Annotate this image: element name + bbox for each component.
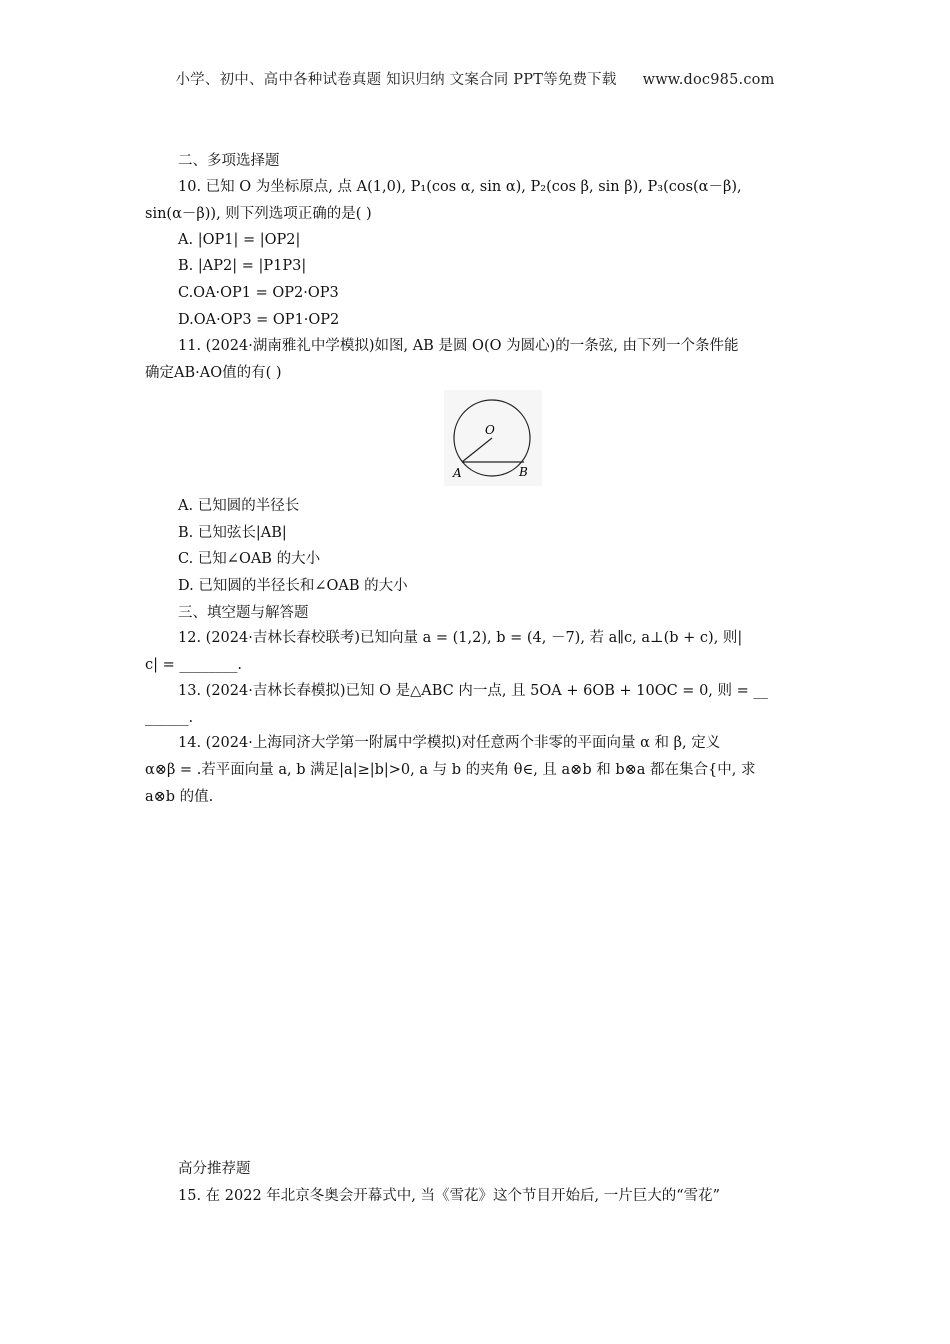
- q11-stem-line2: 确定AB·AO值的有( ): [145, 365, 282, 381]
- page-header: [0, 68, 950, 89]
- q10-option-c: C.OA·OP1 = OP2·OP3: [178, 285, 339, 301]
- header-url: www.doc985.com: [642, 72, 775, 88]
- recommend-section-title: 高分推荐题: [178, 1161, 251, 1177]
- label-o: O: [485, 423, 495, 437]
- header-title: 小学、初中、高中各种试卷真题 知识归纳 文案合同 PPT等免费下载: [175, 72, 617, 88]
- q10-stem-line1: 10. 已知 O 为坐标原点, 点 A(1,0), P₁(cos α, sin α), P₂(cos β, sin β), P₃(cos(α－β),: [178, 179, 742, 195]
- q10-option-a: A. |OP1| = |OP2|: [178, 232, 301, 248]
- circle-figure: [444, 390, 542, 486]
- q10-option-d: D.OA·OP3 = OP1·OP2: [178, 312, 340, 328]
- q14-stem-line3: a⊗b 的值.: [145, 789, 214, 805]
- q15-stem-line1: 15. 在 2022 年北京冬奥会开幕式中, 当《雪花》这个节目开始后, 一片巨大的“雪花”: [178, 1188, 721, 1204]
- q11-option-c: C. 已知∠OAB 的大小: [178, 551, 321, 567]
- q14-stem-line1: 14. (2024·上海同济大学第一附属中学模拟)对任意两个非零的平面向量 α 和 β, 定义: [178, 735, 721, 751]
- label-b: B: [519, 465, 528, 479]
- q13-stem-line2: ______.: [145, 710, 194, 726]
- q11-option-b: B. 已知弦长|AB|: [178, 525, 287, 541]
- label-a: A: [453, 466, 462, 480]
- q10-stem-line2: sin(α－β)), 则下列选项正确的是( ): [145, 206, 372, 222]
- q11-stem-line1: 11. (2024·湖南雅礼中学模拟)如图, AB 是圆 O(O 为圆心)的一条弦, 由下列一个条件能: [178, 338, 739, 354]
- q10-option-b: B. |AP2| = |P1P3|: [178, 258, 307, 274]
- circle-diagram: [444, 390, 542, 486]
- radius-ao: [462, 438, 492, 462]
- multi-choice-section-title: 二、多项选择题: [178, 153, 280, 169]
- q11-option-d: D. 已知圆的半径长和∠OAB 的大小: [178, 578, 408, 594]
- q14-stem-line2: α⊗β = .若平面向量 a, b 满足|a|≥|b|>0, a 与 b 的夹角 θ∈, 且 a⊗b 和 b⊗a 都在集合{中, 求: [145, 762, 756, 778]
- q12-stem-line2: c| = ________.: [145, 657, 242, 673]
- q12-stem-line1: 12. (2024·吉林长春校联考)已知向量 a = (1,2), b = (4, －7), 若 a∥c, a⊥(b + c), 则|: [178, 630, 743, 646]
- q13-stem-line1: 13. (2024·吉林长春模拟)已知 O 是△ABC 内一点, 且 5OA + 6OB + 10OC = 0, 则 = __: [178, 683, 768, 699]
- q11-option-a: A. 已知圆的半径长: [178, 498, 300, 514]
- fill-section-title: 三、填空题与解答题: [178, 605, 309, 621]
